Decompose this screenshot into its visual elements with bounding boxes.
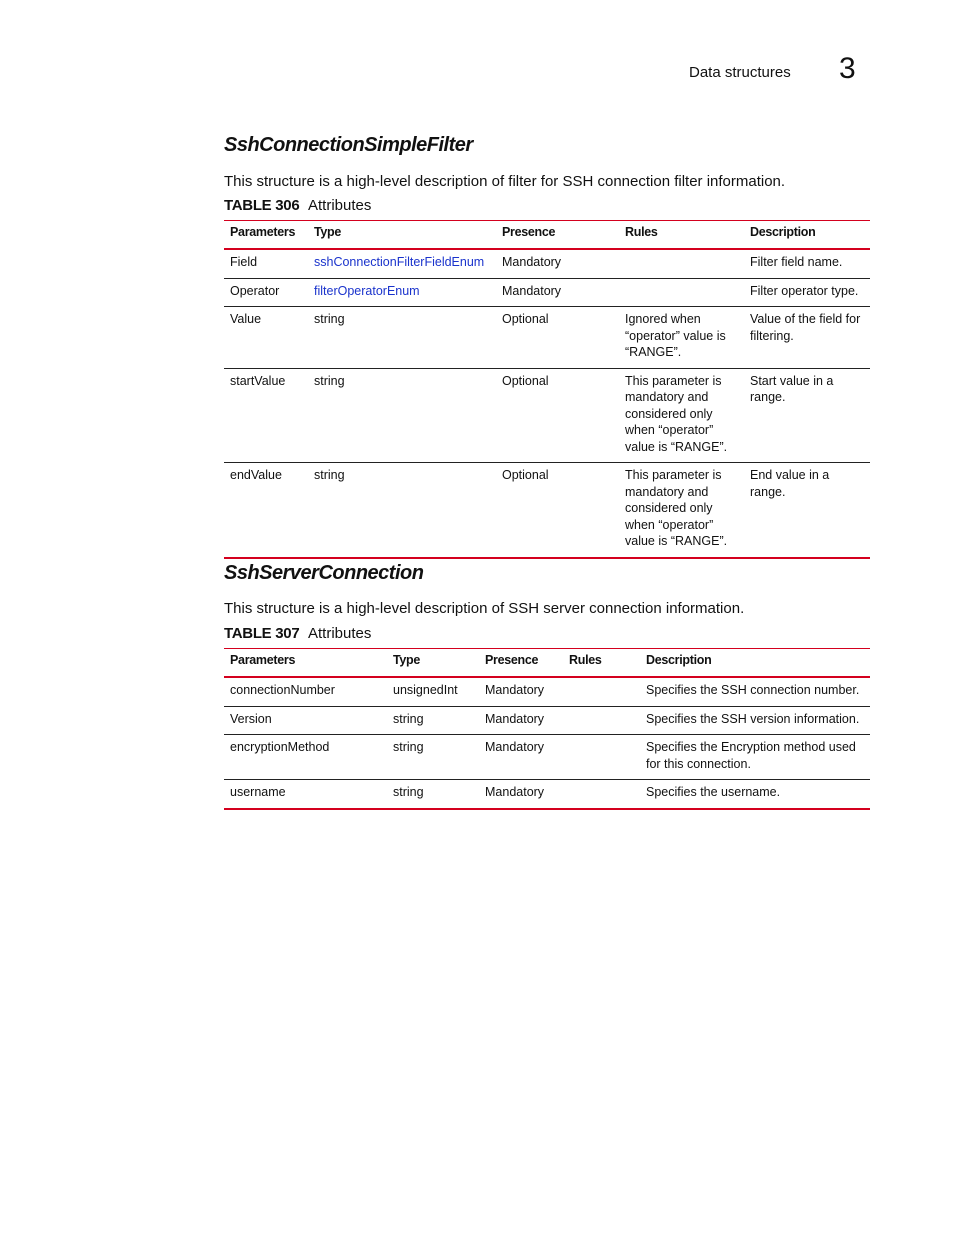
table-cell: Version xyxy=(224,706,387,735)
table-cell: Specifies the Encryption method used for this connection. xyxy=(640,735,870,780)
table-cell: Mandatory xyxy=(479,706,563,735)
table-cell: Start value in a range. xyxy=(744,368,870,463)
table-cell: Value xyxy=(224,307,308,369)
section-description: This structure is a high-level description of filter for SSH connection filter information. xyxy=(224,173,786,190)
table-cell: string xyxy=(308,368,496,463)
column-header: Presence xyxy=(496,221,619,250)
table-cell: Optional xyxy=(496,463,619,558)
table-cell: Filter field name. xyxy=(744,249,870,278)
table-cell: Mandatory xyxy=(479,677,563,706)
table-cell: Optional xyxy=(496,307,619,369)
table-cell: Specifies the username. xyxy=(640,780,870,809)
table-cell: Value of the field for filtering. xyxy=(744,307,870,369)
table-cell: string xyxy=(308,307,496,369)
table-cell: This parameter is mandatory and considered only when “operator” value is “RANGE”. xyxy=(619,463,744,558)
column-header: Type xyxy=(308,221,496,250)
table-row xyxy=(224,677,870,706)
column-header: Presence xyxy=(479,649,563,678)
table-number: TABLE 306 xyxy=(224,197,300,214)
chapter-number: 3 xyxy=(839,52,856,85)
table-header-row xyxy=(224,221,870,250)
table-cell: username xyxy=(224,780,387,809)
table-number: TABLE 307 xyxy=(224,625,300,642)
table-cell: Mandatory xyxy=(479,780,563,809)
type-link[interactable]: filterOperatorEnum xyxy=(308,278,496,307)
table-cell: encryptionMethod xyxy=(224,735,387,780)
table-cell: This parameter is mandatory and considered only when “operator” value is “RANGE”. xyxy=(619,368,744,463)
table-cell: Filter operator type. xyxy=(744,278,870,307)
table-cell xyxy=(563,677,640,706)
table-cell: unsignedInt xyxy=(387,677,479,706)
table-cell: Specifies the SSH version information. xyxy=(640,706,870,735)
header-section-title: Data structures xyxy=(689,64,791,81)
table-caption-text: Attributes xyxy=(308,197,372,214)
section-description: This structure is a high-level description of SSH server connection information. xyxy=(224,600,745,617)
attributes-table xyxy=(224,648,870,810)
table-cell: Field xyxy=(224,249,308,278)
table-caption-text: Attributes xyxy=(308,625,372,642)
table-caption xyxy=(224,625,371,642)
section-title: SshConnectionSimpleFilter xyxy=(224,134,473,156)
table-cell: Mandatory xyxy=(496,249,619,278)
column-header: Type xyxy=(387,649,479,678)
column-header: Parameters xyxy=(224,221,308,250)
table-cell: Mandatory xyxy=(479,735,563,780)
table-row xyxy=(224,249,870,278)
table-header-row xyxy=(224,649,870,678)
table-row xyxy=(224,463,870,558)
section-title: SshServerConnection xyxy=(224,562,424,584)
table-cell: string xyxy=(308,463,496,558)
table-cell xyxy=(563,780,640,809)
table-cell: endValue xyxy=(224,463,308,558)
column-header: Description xyxy=(640,649,870,678)
table-cell xyxy=(563,706,640,735)
column-header: Rules xyxy=(619,221,744,250)
column-header: Description xyxy=(744,221,870,250)
table-row xyxy=(224,307,870,369)
table-caption xyxy=(224,197,371,214)
table-cell xyxy=(563,735,640,780)
table-row xyxy=(224,735,870,780)
column-header: Rules xyxy=(563,649,640,678)
table-cell: End value in a range. xyxy=(744,463,870,558)
table-cell: connectionNumber xyxy=(224,677,387,706)
table-cell xyxy=(619,278,744,307)
table-cell xyxy=(619,249,744,278)
attributes-table xyxy=(224,220,870,559)
column-header: Parameters xyxy=(224,649,387,678)
table-cell: Specifies the SSH connection number. xyxy=(640,677,870,706)
table-row xyxy=(224,706,870,735)
table-cell: Optional xyxy=(496,368,619,463)
table-cell: Ignored when “operator” value is “RANGE”. xyxy=(619,307,744,369)
table-cell: Mandatory xyxy=(496,278,619,307)
table-cell: startValue xyxy=(224,368,308,463)
table-cell: string xyxy=(387,735,479,780)
table-row xyxy=(224,368,870,463)
type-link[interactable]: sshConnectionFilterFieldEnum xyxy=(308,249,496,278)
table-row xyxy=(224,278,870,307)
table-row xyxy=(224,780,870,809)
table-cell: string xyxy=(387,780,479,809)
table-cell: string xyxy=(387,706,479,735)
table-cell: Operator xyxy=(224,278,308,307)
